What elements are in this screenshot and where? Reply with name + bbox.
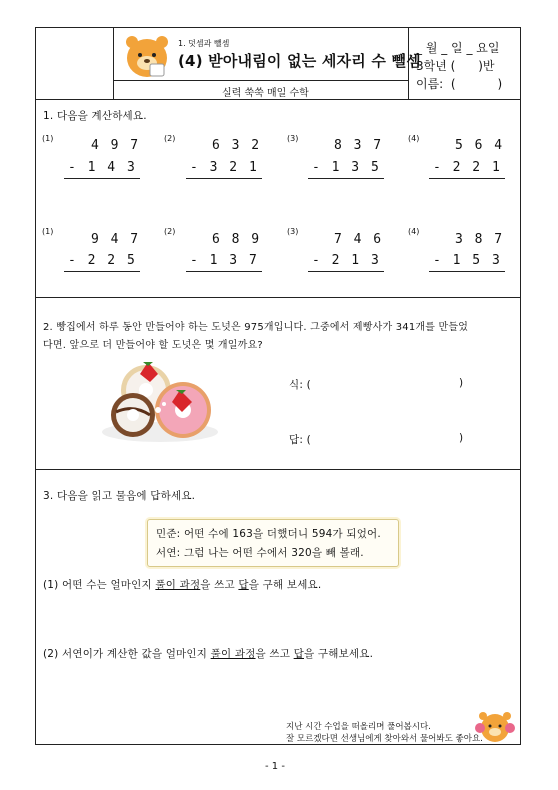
header-divider-left bbox=[113, 27, 114, 99]
page-number: - 1 - bbox=[265, 761, 285, 772]
problem-top: 7 4 6 bbox=[334, 232, 384, 247]
hint-line-2: 잘 모르겠다면 선생님에게 찾아와서 물어봐도 좋아요. bbox=[286, 734, 483, 744]
answer-line bbox=[64, 271, 140, 272]
sub2-text: 을 쓰고 bbox=[255, 648, 294, 660]
page-title: (4) 받아내림이 없는 세자리 수 뺄셈 bbox=[178, 52, 421, 70]
donut-illustration-icon bbox=[98, 360, 223, 445]
header-subline bbox=[113, 80, 408, 81]
q2-line2: 다면. 앞으로 더 만들어야 할 도넛은 몇 개일까요? bbox=[43, 340, 263, 351]
expression-close-paren: ) bbox=[459, 377, 464, 389]
hint-line-1: 지난 시간 수업을 떠올리며 풀어봅시다. bbox=[286, 722, 431, 732]
answer-label: 답: ( bbox=[289, 434, 311, 446]
sub1-text: 을 쓰고 bbox=[200, 579, 239, 591]
problem-bottom: - 2 1 3 bbox=[312, 253, 381, 268]
answer-line bbox=[186, 178, 262, 179]
answer-input[interactable] bbox=[315, 429, 455, 447]
problem-top: 9 4 7 bbox=[91, 232, 141, 247]
problem-top: 5 6 4 bbox=[455, 138, 505, 153]
header-bottom-line bbox=[35, 99, 521, 100]
problem-bottom: - 1 3 5 bbox=[312, 160, 381, 175]
answer-line bbox=[429, 178, 505, 179]
answer-line bbox=[308, 271, 384, 272]
expression-label: 식: ( bbox=[289, 379, 311, 391]
q3-prompt: 3. 다음을 읽고 물음에 답하세요. bbox=[43, 490, 196, 502]
sub1-text: (1) 어떤 수는 얼마인지 bbox=[43, 579, 156, 591]
problem-top: 6 3 2 bbox=[212, 138, 262, 153]
date-line: _ 월 _ 일 _ 요일 bbox=[416, 41, 500, 55]
problem-top: 8 3 7 bbox=[334, 138, 384, 153]
q2-line1: 2. 빵집에서 하루 동안 만들어야 하는 도넛은 975개입니다. 그중에서 제빵사가 341개를 만들었 bbox=[43, 322, 469, 333]
answer-close-paren: ) bbox=[459, 432, 464, 444]
problem-bottom: - 2 2 1 bbox=[433, 160, 502, 175]
sub1-text: 을 구해 보세요. bbox=[248, 579, 322, 591]
problem-top: 6 8 9 bbox=[212, 232, 262, 247]
answer-line bbox=[64, 178, 140, 179]
dialog-line-minjun: 민준: 어떤 수에 163을 더했더니 594가 되었어. bbox=[156, 528, 381, 540]
problem-bottom: - 3 2 1 bbox=[190, 160, 259, 175]
sub2-text: (2) 서연이가 계산한 값을 얼마인지 bbox=[43, 648, 211, 660]
problem-top: 3 8 7 bbox=[455, 232, 505, 247]
q1-prompt: 1. 다음을 계산하세요. bbox=[43, 110, 147, 122]
problem-label: (4) bbox=[408, 134, 420, 143]
class-line: 3학년 ( )반 bbox=[416, 59, 495, 73]
section-divider-2 bbox=[35, 469, 521, 470]
problem-label: (2) bbox=[164, 134, 176, 143]
sub2-text: 을 구해보세요. bbox=[304, 648, 374, 660]
problem-label: (2) bbox=[164, 227, 176, 236]
mascot-icon bbox=[474, 710, 516, 744]
problem-label: (4) bbox=[408, 227, 420, 236]
q3-sub1-answer-area[interactable] bbox=[43, 595, 513, 635]
page-subtitle: 실력 쑥쑥 매일 수학 bbox=[222, 88, 309, 99]
answer-line bbox=[429, 271, 505, 272]
problem-bottom: - 2 2 5 bbox=[68, 253, 137, 268]
problem-label: (3) bbox=[287, 134, 299, 143]
problem-label: (3) bbox=[287, 227, 299, 236]
q3-sub2-answer-area[interactable] bbox=[43, 664, 513, 704]
sub1-underlined-answer: 답 bbox=[238, 579, 249, 591]
answer-line bbox=[186, 271, 262, 272]
problem-bottom: - 1 3 7 bbox=[190, 253, 259, 268]
sub2-underlined-process: 풀이 과정 bbox=[210, 648, 256, 660]
problem-label: (1) bbox=[42, 227, 54, 236]
sub2-underlined-answer: 답 bbox=[293, 648, 304, 660]
q3-sub2 bbox=[43, 646, 373, 661]
dialog-line-seoyeon: 서연: 그럼 나는 어떤 수에서 320을 빼 볼래. bbox=[156, 547, 364, 559]
expression-input[interactable] bbox=[315, 374, 455, 392]
problem-bottom: - 1 5 3 bbox=[433, 253, 502, 268]
unit-label: 1. 덧셈과 뺄셈 bbox=[178, 39, 230, 48]
problem-bottom: - 1 4 3 bbox=[68, 160, 137, 175]
sub1-underlined-process: 풀이 과정 bbox=[155, 579, 201, 591]
problem-top: 4 9 7 bbox=[91, 138, 141, 153]
dialog-box bbox=[147, 519, 399, 567]
name-line: 이름: ( ) bbox=[416, 77, 503, 91]
q3-sub1 bbox=[43, 577, 321, 592]
section-divider-1 bbox=[35, 297, 521, 298]
mascot-icon bbox=[122, 30, 172, 80]
answer-line bbox=[308, 178, 384, 179]
problem-label: (1) bbox=[42, 134, 54, 143]
